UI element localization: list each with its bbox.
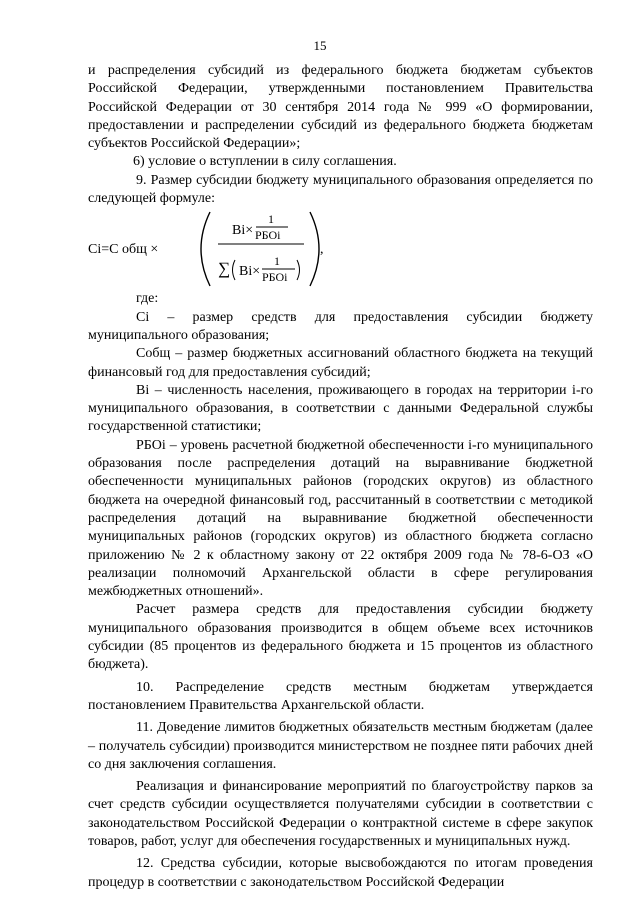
formula-lhs: Ci=C общ × — [88, 242, 159, 258]
paragraph: 6) условие о вступлении в силу соглашения. — [133, 154, 397, 170]
paragraph: РБОi – уровень расчетной бюджетной обеспеченности i-го муниципального образования после распределения дотаций на выравнивание бюджетной обеспеченности муниципальных районов (городских округов) из областного бюджета на очередной финансовый год, рассчитанный в соответствии с методикой распределения дотаций на выравнивание бюджетной обеспеченности муниципальных районов (городских округов) из областного бюджета согласно приложению № 2 к областному закону от 22 октября 2009 года № 78-6-ОЗ «О реализации полномочий Архангельской области в сфере регулирования межбюджетных отношений». — [88, 437, 593, 600]
document-body — [88, 62, 593, 892]
paragraph: и распределения субсидий из федерального бюджета бюджетам субъектов Российской Федерации, утвержденными постановлением Правительства Российской Федерации от 30 сентября 2014 года № 999 «О формировании, предоставлении и распределении субсидий из федерального бюджета бюджетам субъектов Российской Федерации»; — [88, 63, 593, 152]
paragraph: 11. Доведение лимитов бюджетных обязательств местным бюджетам (далее – получатель субсидии) производится министерством не позднее пяти рабочих дней со дня заключения соглашения. — [88, 720, 593, 772]
formula-den-bi: Bi× — [239, 264, 261, 280]
paragraph: 10. Распределение средств местным бюджетам утверждается постановлением Правительства Архангельской области. — [88, 679, 593, 713]
paragraph: Расчет размера средств для предоставления субсидии бюджету муниципального образования производится в общем объеме всех источников субсидии (85 процентов из федерального бюджета и 15 процентов из областного бюджета). — [88, 602, 593, 673]
paragraph: 9. Размер субсидии бюджету муниципального образования определяется по следующей формуле: — [88, 172, 593, 207]
formula-num-rbo: РБОi — [255, 228, 281, 243]
paragraph: Bi – численность населения, проживающего в городах на территории i-го муниципального образования, в соответствии с данными Федеральной службы государственной статистики; — [88, 382, 593, 435]
paragraph: где: — [136, 291, 159, 307]
page-number: 15 — [313, 38, 327, 53]
paragraph: Реализация и финансирование мероприятий по благоустройству парков за счет средств субсидии осуществляется получателями субсидии в соответствии с законодательством Российской Федерации о контрактной системе в сфере закупок товаров, работ, услуг для обеспечения государственных и муниципальных нужд. — [88, 779, 593, 849]
formula-tail: , — [320, 242, 324, 258]
paragraph: 12. Средства субсидии, которые высвобождаются по итогам проведения процедур в соответствии с законодательством Российской Федерации — [88, 856, 593, 890]
paragraph: Ci – размер средств для предоставления субсидии бюджету муниципального образования; — [88, 309, 593, 343]
formula-sigma: ∑ — [218, 259, 231, 279]
paragraph: Cобщ – размер бюджетных ассигнований областного бюджета на текущий финансовый год для предоставления субсидий; — [88, 346, 593, 380]
formula-den-rbo: РБОi — [262, 270, 288, 285]
formula-num-bi: Bi× — [232, 223, 254, 239]
formula-den-one: 1 — [274, 254, 280, 269]
subsidy-formula — [88, 208, 593, 290]
formula-num-one: 1 — [268, 212, 274, 227]
